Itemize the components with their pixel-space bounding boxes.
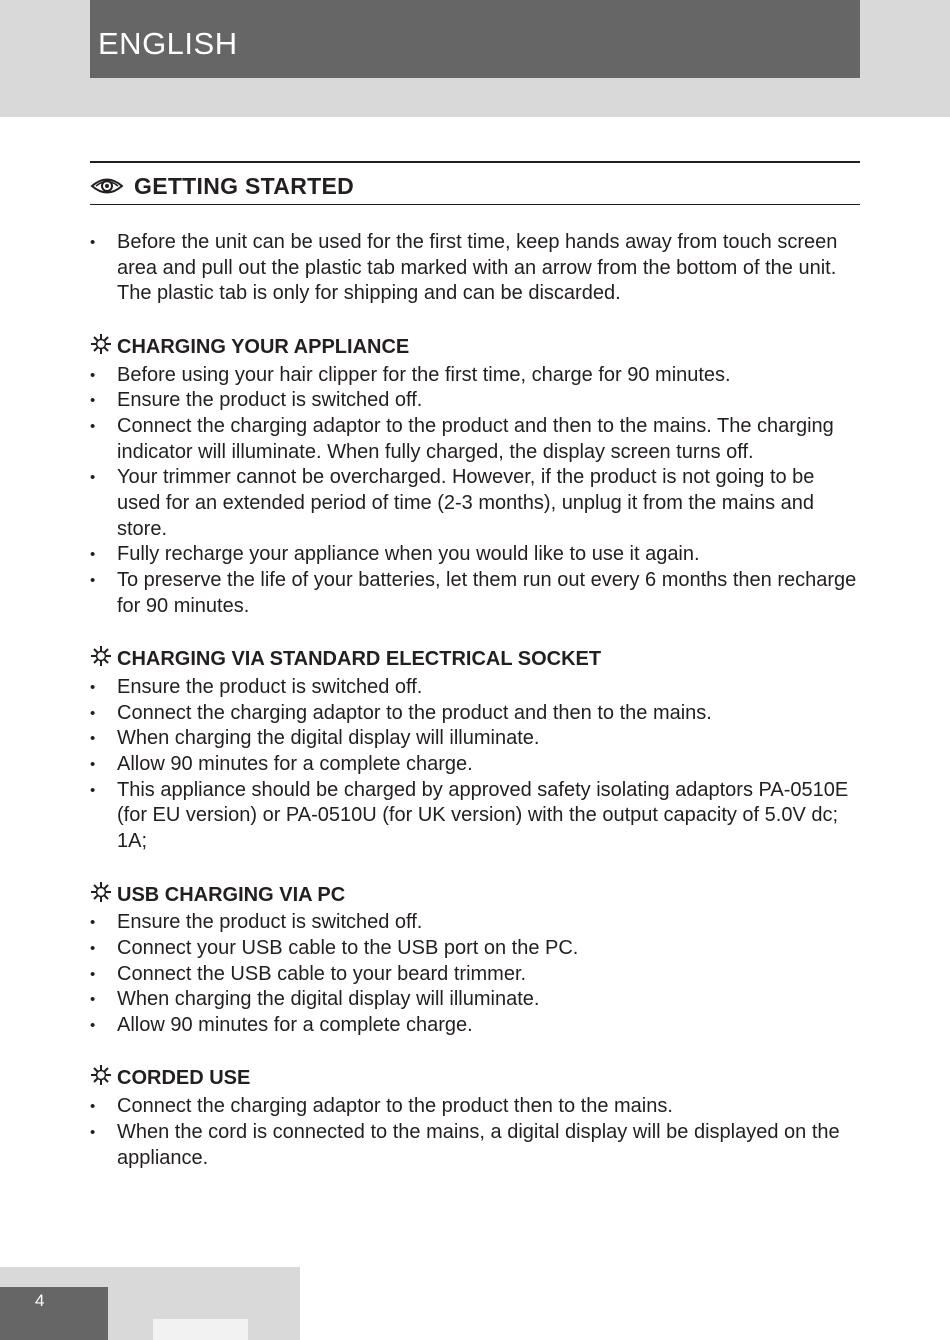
subsection-heading [90,1064,860,1094]
subsection-title: CHARGING YOUR APPLIANCE [117,335,410,358]
footer-decoration [153,1319,248,1340]
list-item: • Allow 90 minutes for a complete charge. [90,752,860,778]
list-item: • Ensure the product is switched off. [90,910,860,936]
list-item: • Before using your hair clipper for the first time, charge for 90 minutes. [90,363,860,389]
list-item: • Connect the charging adaptor to the product and then to the mains. The charging indicator will illuminate. When fully charged, the display screen turns off. [90,414,860,465]
language-title: ENGLISH [98,26,238,61]
list-item: • To preserve the life of your batteries, let them run out every 6 months then recharge for 90 minutes. [90,568,860,619]
subsection-title: CHARGING VIA STANDARD ELECTRICAL SOCKET [117,648,602,671]
list-item: • Before the unit can be used for the first time, keep hands away from touch screen area and pull out the plastic tab marked with an arrow from the bottom of the unit. The plastic tab is only for shipping and can be discarded. [90,230,860,307]
eye-icon [90,175,124,197]
subsection-heading [90,881,860,911]
subsection-heading [90,645,860,675]
section-header [90,170,354,202]
list-item: • Connect the charging adaptor to the product then to the mains. [90,1094,860,1120]
list-item: • Connect your USB cable to the USB port on the PC. [90,936,860,962]
star-burst-icon [90,1064,117,1094]
content [90,230,860,1171]
subsection-list [90,675,860,855]
section-title: GETTING STARTED [134,172,355,199]
list-item: • Fully recharge your appliance when you would like to use it again. [90,542,860,568]
subsection-title: USB CHARGING VIA PC [117,883,346,906]
list-item: • Allow 90 minutes for a complete charge. [90,1013,860,1039]
subsection-list [90,363,860,620]
intro-list [90,230,860,307]
list-item: • Connect the USB cable to your beard trimmer. [90,962,860,988]
page-number: 4 [35,1291,45,1310]
list-item: • Your trimmer cannot be overcharged. However, if the product is not going to be used for an extended period of time (2-3 months), unplug it from the mains and store. [90,465,860,542]
list-item: • Ensure the product is switched off. [90,388,860,414]
star-burst-icon [90,645,117,675]
subsection-title: CORDED USE [117,1067,251,1090]
section-rule-bottom [90,204,860,205]
subsection-heading [90,333,860,363]
list-item: • Ensure the product is switched off. [90,675,860,701]
list-item: • When charging the digital display will illuminate. [90,987,860,1013]
list-item: • Connect the charging adaptor to the product and then to the mains. [90,701,860,727]
list-item: • When charging the digital display will illuminate. [90,726,860,752]
list-item: • This appliance should be charged by approved safety isolating adaptors PA-0510E (for EU version) or PA-0510U (for UK version) with the output capacity of 5.0V dc; 1A; [90,778,860,855]
subsection-list [90,1094,860,1171]
list-item: • When the cord is connected to the mains, a digital display will be displayed on the appliance. [90,1120,860,1171]
page-number-box [0,1287,108,1340]
section-rule-top [90,161,860,163]
star-burst-icon [90,881,117,911]
language-bar [90,0,860,78]
subsection-list [90,910,860,1039]
star-burst-icon [90,333,117,363]
